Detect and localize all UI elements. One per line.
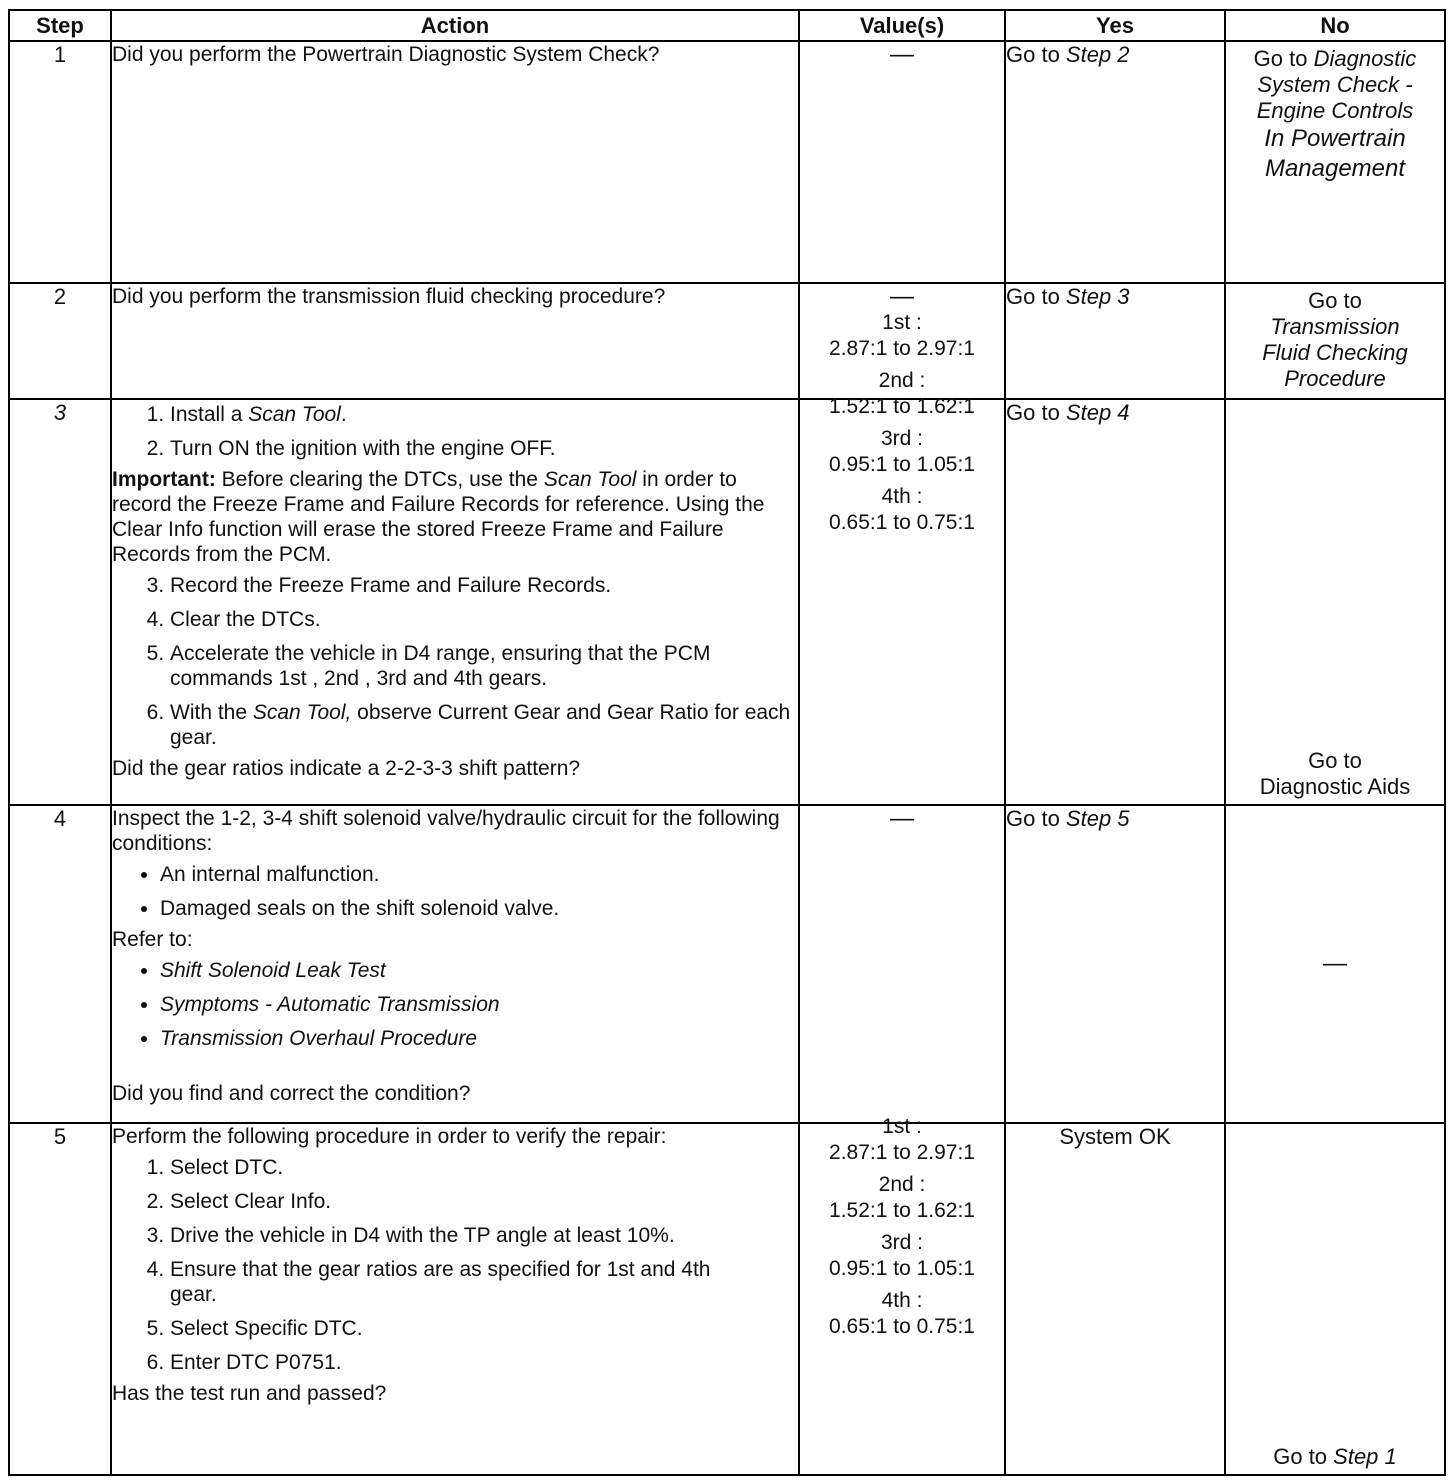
step-number: 4 bbox=[9, 805, 111, 1123]
step-number: 1 bbox=[9, 41, 111, 283]
action-intro: Inspect the 1-2, 3-4 shift solenoid valve/hydraulic circuit for the following conditions: bbox=[112, 807, 780, 855]
no-cell bbox=[1225, 41, 1445, 283]
value-cell bbox=[799, 311, 1005, 805]
action-question: Did you perform the transmission fluid checking procedure? bbox=[112, 285, 666, 308]
value-cell bbox=[799, 805, 1005, 1123]
action-cell bbox=[111, 41, 799, 283]
no-ref-link[interactable]: Diagnostic System Check - Engine Controls bbox=[1256, 46, 1417, 123]
list-item: 2. Select Clear Info. bbox=[170, 1189, 798, 1214]
list-item: • Damaged seals on the shift solenoid valve. bbox=[160, 896, 798, 921]
yes-step-link[interactable]: Step 5 bbox=[1065, 806, 1130, 831]
list-item: 3. Record the Freeze Frame and Failure Records. bbox=[170, 573, 798, 598]
list-item: • An internal malfunction. bbox=[160, 862, 798, 887]
reference-list bbox=[112, 958, 798, 1051]
gear-ratio: 3rd : 0.95:1 to 1.05:1 bbox=[829, 427, 975, 476]
reference-link[interactable]: • Transmission Overhaul Procedure bbox=[160, 1026, 798, 1051]
no-dash: — bbox=[1323, 950, 1347, 977]
value-cell bbox=[799, 1115, 1005, 1475]
yes-prefix: Go to bbox=[1006, 400, 1066, 425]
table-row bbox=[9, 805, 1445, 1123]
step-list bbox=[112, 1155, 798, 1375]
no-cell bbox=[1225, 1123, 1445, 1475]
yes-step-link[interactable]: Step 3 bbox=[1065, 284, 1130, 309]
step-number: 3 bbox=[9, 399, 111, 805]
yes-step-link[interactable]: Step 4 bbox=[1065, 400, 1130, 425]
no-cell bbox=[1225, 805, 1445, 1123]
important-note: Important: Before clearing the DTCs, use the Scan Tool in order to record the Freeze Frame and Failure Records for reference. Using the Clear Info function will erase the stored Freeze Frame and Failure Records from the PCM. bbox=[112, 468, 765, 566]
no-ref-link[interactable]: Diagnostic Aids bbox=[1259, 774, 1411, 799]
header-row bbox=[9, 10, 1445, 41]
action-cell bbox=[111, 805, 799, 1123]
no-prefix: Go to bbox=[1308, 748, 1362, 773]
list-item: 2. Turn ON the ignition with the engine OFF. bbox=[170, 436, 798, 461]
action-cell bbox=[111, 283, 799, 399]
list-item: 6. Enter DTC P0751. bbox=[170, 1350, 798, 1375]
yes-prefix: Go to bbox=[1006, 284, 1066, 309]
action-intro: Perform the following procedure in order to verify the repair: bbox=[112, 1125, 667, 1148]
no-prefix: Go to bbox=[1253, 46, 1314, 71]
yes-result: System OK bbox=[1059, 1124, 1171, 1149]
list-item: 3. Drive the vehicle in D4 with the TP angle at least 10%. bbox=[170, 1223, 798, 1248]
value-dash: — bbox=[890, 41, 914, 68]
no-ref-link[interactable]: Transmission Fluid Checking Procedure bbox=[1262, 314, 1408, 391]
gear-ratio: 2nd : 1.52:1 to 1.62:1 bbox=[829, 1173, 975, 1222]
no-step-link[interactable]: Step 1 bbox=[1333, 1444, 1397, 1469]
yes-cell bbox=[1005, 805, 1225, 1123]
action-cell bbox=[111, 399, 799, 805]
diagnostic-page bbox=[8, 9, 1444, 1476]
list-item: 4. Ensure that the gear ratios are as specified for 1st and 4th gear. bbox=[170, 1257, 798, 1307]
reference-link[interactable]: • Shift Solenoid Leak Test bbox=[160, 958, 798, 983]
header-values: Value(s) bbox=[799, 10, 1005, 41]
yes-cell bbox=[1005, 41, 1225, 283]
action-question: Did you find and correct the condition? bbox=[112, 1082, 471, 1105]
header-no: No bbox=[1225, 10, 1445, 41]
list-item: 4. Clear the DTCs. bbox=[170, 607, 798, 632]
action-question: Has the test run and passed? bbox=[112, 1382, 387, 1405]
gear-ratio: 1st : 2.87:1 to 2.97:1 bbox=[829, 1115, 975, 1164]
step-list-post bbox=[112, 573, 798, 750]
action-question: Did you perform the Powertrain Diagnostic System Check? bbox=[112, 43, 660, 66]
list-item: 1. Install a Scan Tool. bbox=[170, 402, 798, 427]
table-row bbox=[9, 399, 1445, 805]
value-cell bbox=[799, 41, 1005, 283]
value-dash: — bbox=[890, 805, 914, 832]
table-row bbox=[9, 1123, 1445, 1475]
no-prefix: Go to bbox=[1308, 288, 1362, 313]
action-question: Did the gear ratios indicate a 2-2-3-3 shift pattern? bbox=[112, 757, 581, 780]
table-row bbox=[9, 283, 1445, 399]
reference-link[interactable]: • Symptoms - Automatic Transmission bbox=[160, 992, 798, 1017]
no-cell bbox=[1225, 399, 1445, 805]
list-item: 5. Accelerate the vehicle in D4 range, ensuring that the PCM commands 1st , 2nd , 3rd and 4th gears. bbox=[170, 641, 798, 691]
gear-ratio: 4th : 0.65:1 to 0.75:1 bbox=[829, 485, 975, 534]
no-ref-link-2[interactable]: In Powertrain Management bbox=[1264, 125, 1406, 182]
gear-ratio: 4th : 0.65:1 to 0.75:1 bbox=[829, 1289, 975, 1338]
list-item: 6. With the Scan Tool, observe Current Gear and Gear Ratio for each gear. bbox=[170, 700, 798, 750]
list-item: 5. Select Specific DTC. bbox=[170, 1316, 798, 1341]
step-number: 5 bbox=[9, 1123, 111, 1475]
yes-prefix: Go to bbox=[1006, 806, 1066, 831]
header-action: Action bbox=[111, 10, 799, 41]
gear-ratio: 1st : 2.87:1 to 2.97:1 bbox=[829, 311, 975, 360]
diagnostic-table bbox=[8, 9, 1446, 1476]
yes-cell bbox=[1005, 283, 1225, 399]
no-cell bbox=[1225, 283, 1445, 399]
yes-prefix: Go to bbox=[1006, 42, 1066, 67]
gear-ratio: 2nd : 1.52:1 to 1.62:1 bbox=[829, 369, 975, 418]
header-yes: Yes bbox=[1005, 10, 1225, 41]
refer-label: Refer to: bbox=[112, 928, 193, 951]
list-item: 1. Select DTC. bbox=[170, 1155, 798, 1180]
value-dash: — bbox=[890, 283, 914, 310]
action-cell bbox=[111, 1123, 799, 1475]
table-row bbox=[9, 41, 1445, 283]
condition-list bbox=[112, 862, 798, 921]
yes-cell bbox=[1005, 1123, 1225, 1475]
yes-cell bbox=[1005, 399, 1225, 805]
gear-ratio: 3rd : 0.95:1 to 1.05:1 bbox=[829, 1231, 975, 1280]
no-prefix: Go to bbox=[1273, 1444, 1334, 1469]
step-number: 2 bbox=[9, 283, 111, 399]
yes-step-link[interactable]: Step 2 bbox=[1065, 42, 1130, 67]
header-step: Step bbox=[9, 10, 111, 41]
step-list-pre bbox=[112, 402, 798, 461]
